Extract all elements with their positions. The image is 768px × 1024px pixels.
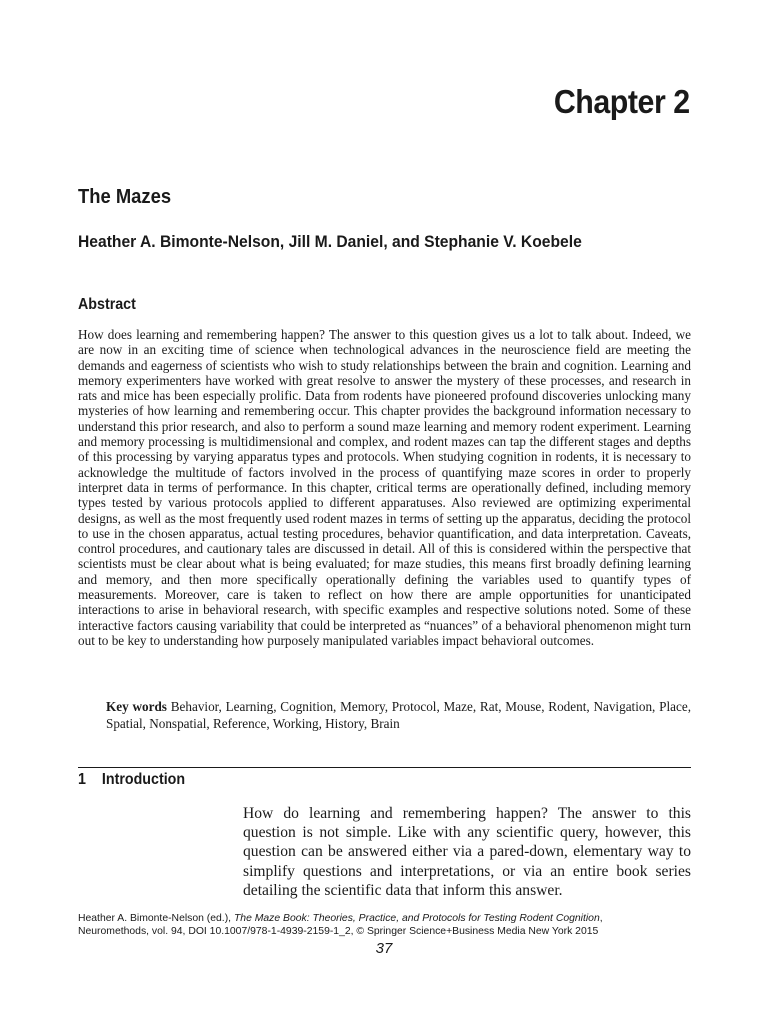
chapter-title: The Mazes [78, 186, 172, 208]
footnote-editor: Heather A. Bimonte-Nelson (ed.), [78, 913, 234, 924]
author-list: Heather A. Bimonte-Nelson, Jill M. Daniel, and Stephanie V. Koebele [78, 232, 582, 251]
keywords-label: Key words [106, 699, 167, 714]
keywords [106, 699, 691, 732]
introduction-body: How do learning and remembering happen? The answer to this question is not simple. Like with any scientific query, however, this question can be answered either via a pared-down, elementary way to simplify questions and interpretations, or via an entire book series detailing the scientific data that inform this answer. [243, 805, 691, 899]
keywords-list: Behavior, Learning, Cognition, Memory, Protocol, Maze, Rat, Mouse, Rodent, Navigation, Place, Spatial, Nonspatial, Reference, Working, History, Brain [106, 699, 691, 731]
section-heading-text: Introduction [101, 771, 186, 788]
abstract-body: How does learning and remembering happen? The answer to this question gives us a lot to talk about. Indeed, we are now in an exciting time of science when technological advances in the neuroscience field are meeting the demands and eagerness of scientists who wish to study relationships between the brain and cognition. Learning and memory experimenters have worked with great resolve to answer the mystery of these processes, and research in rats and mice has been especially prolific. Data from rodents have pioneered profound discoveries unlocking many mysteries of how learning and remembering occur. This chapter provides the background information necessary to understand this prior research, and also to perform a sound maze learning and memory rodent experiment. Learning and memory processing is multidimensional and complex, and rodent mazes can tap the different stages and depths of this processing by varying apparatus types and protocols. When studying cognition in rodents, it is necessary to acknowledge the multitude of factors involved in the process of quantifying maze scores in order to properly interpret data in terms of performance. In this chapter, critical terms are operationally defined, including memory types tested by various protocols applied to different apparatuses. Also reviewed are optimizing experimental designs, as well as the most frequently used rodent mazes in terms of setting up the apparatus, deciding the protocol to use in the chosen apparatus, actual testing procedures, behavior quantification, and data interpretation. Caveats, control procedures, and cautionary tales are discussed in detail. All of this is considered within the perspective that scientists must be clear about what is being evaluated; for maze studies, this means first broadly defining learning and memory, and then more specifically operationally defining the variables used to quantify types of measurements. Moreover, care is taken to reflect on how there are ample opportunities for unanticipated interactions to arise in behavioral research, with specific examples and respective solutions noted. Some of these interactive factors causing variability that could be interpreted as “nuances” of a behavioral phenomenon might turn out to be key to understanding how purposely manipulated variables impact behavioral outcomes. [78, 327, 691, 648]
footnote-comma: , [599, 913, 603, 924]
footnote-series: Neuromethods, vol. 94, DOI 10.1007/978-1-4939-2159-1_2, © Springer Science+Business Media New York 2015 [78, 925, 599, 937]
chapter-label: Chapter 2 [554, 83, 690, 120]
citation-footnote [78, 913, 691, 938]
abstract-heading: Abstract [78, 296, 136, 313]
introduction-heading [78, 771, 185, 789]
section-number: 1 [78, 771, 86, 788]
footnote-book-title: The Maze Book: Theories, Practice, and Protocols for Testing Rodent Cognition [233, 913, 600, 924]
section-divider [78, 767, 691, 768]
page-number: 37 [375, 940, 393, 957]
